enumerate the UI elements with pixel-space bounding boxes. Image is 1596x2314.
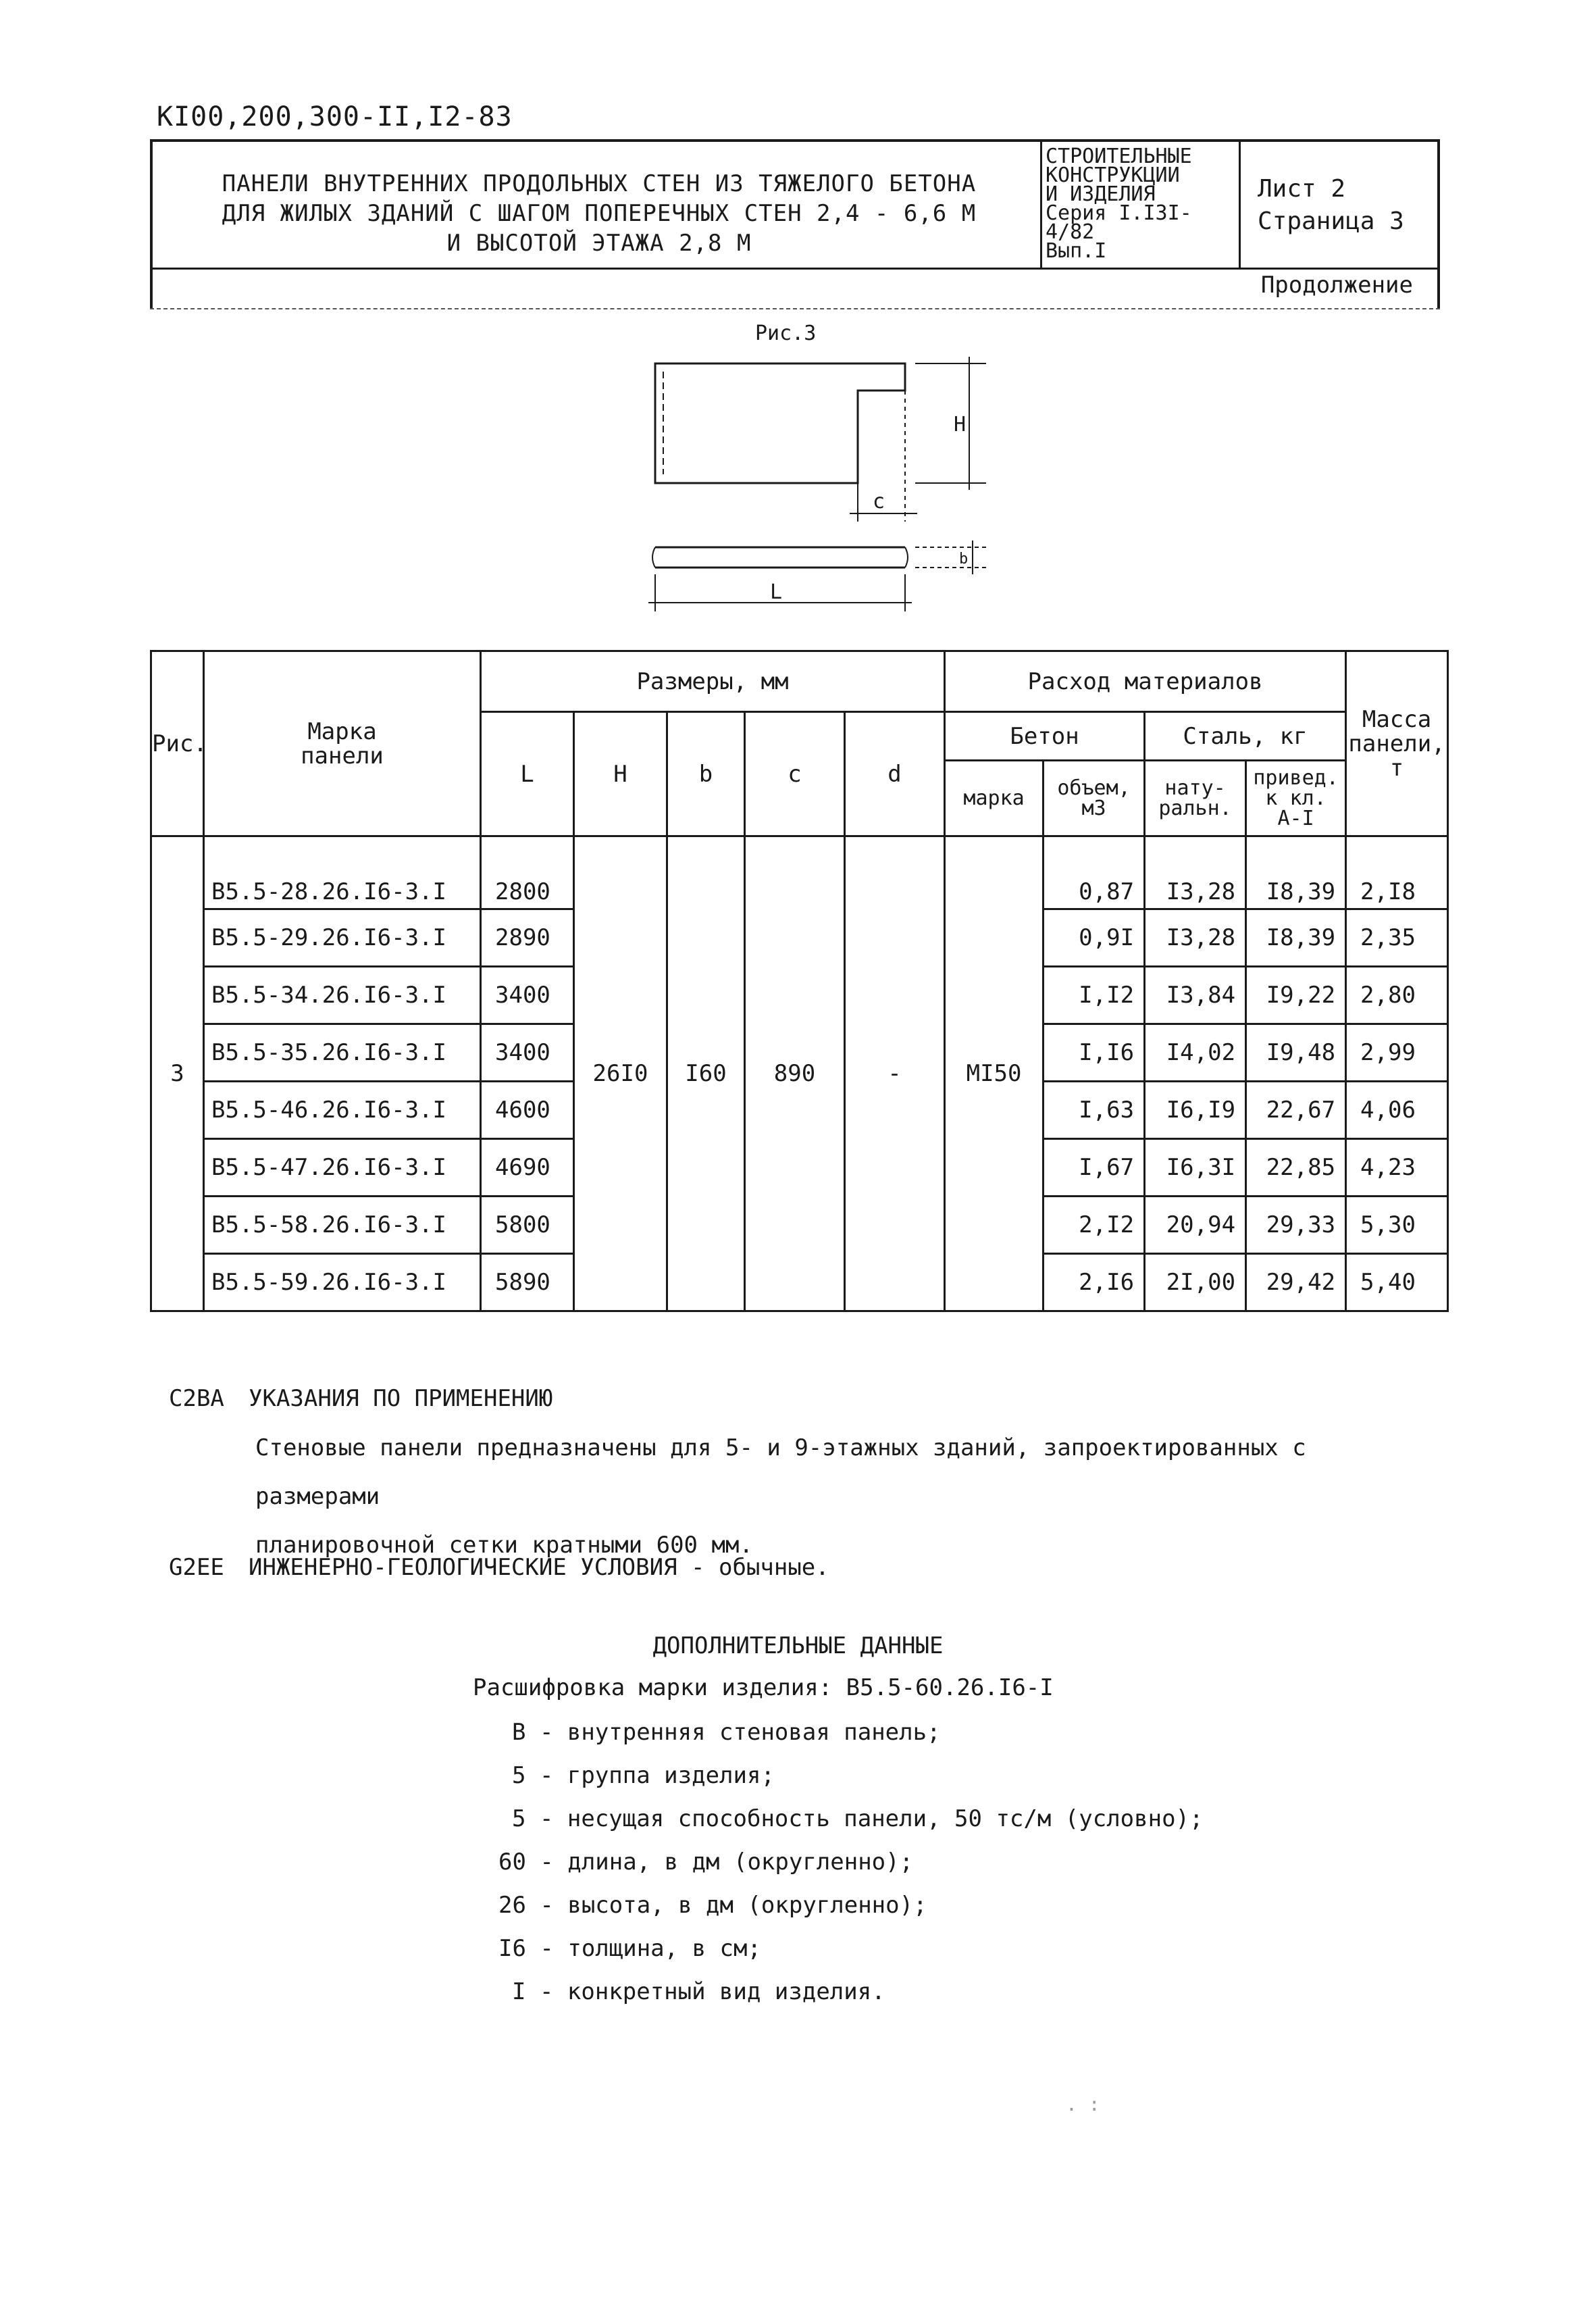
cell-volume: I,67	[1044, 1139, 1145, 1197]
cell-natural: I3,84	[1145, 967, 1246, 1024]
additional-title: ДОПОЛНИТЕЛЬНЫЕ ДАННЫЕ	[652, 1632, 944, 1659]
sheet-info	[1258, 173, 1404, 238]
cell-mass: 5,30	[1346, 1197, 1448, 1254]
col-L: L	[481, 712, 574, 836]
col-d: d	[845, 712, 945, 836]
cell-natural: 20,94	[1145, 1197, 1246, 1254]
cell-mark: В5.5-28.26.I6-3.I	[204, 836, 481, 909]
decode-item: 5 - несущая способность панели, 50 тс/м (условно);	[512, 1805, 1204, 1832]
col-natural: нату- ральн.	[1145, 761, 1246, 836]
cell-L: 3400	[481, 967, 574, 1024]
cell-reduced: I9,48	[1246, 1024, 1346, 1082]
cell-natural: 2I,00	[1145, 1254, 1246, 1311]
series-info: СТРОИТЕЛЬНЫЕ КОНСТРУКЦИИ И ИЗДЕЛИЯ Серия I.I3I-4/82 Вып.I	[1046, 145, 1192, 263]
section-code: G2EE	[169, 1554, 224, 1581]
col-group-concrete: Бетон	[945, 712, 1145, 761]
decode-item: I6 - толщина, в см;	[498, 1935, 761, 1962]
document-code: КI00,200,300-II,I2-83	[157, 101, 513, 132]
cell-reduced: 22,67	[1246, 1082, 1346, 1139]
panel-elevation-outline	[655, 363, 905, 483]
dim-L-label: L	[770, 580, 783, 604]
cell-natural: I6,3I	[1145, 1139, 1246, 1197]
cell-mass: 2,I8	[1346, 836, 1448, 909]
cell-reduced: I8,39	[1246, 909, 1346, 967]
cell-b: I60	[667, 836, 745, 1311]
cell-H: 26I0	[574, 836, 667, 1311]
cell-L: 4600	[481, 1082, 574, 1139]
col-mass: Масса панели, т	[1346, 651, 1448, 836]
table-row	[151, 836, 1448, 909]
footer-mark: . :	[1066, 2093, 1100, 2115]
cell-volume: 0,87	[1044, 836, 1145, 909]
cell-mass: 5,40	[1346, 1254, 1448, 1311]
cell-mark: В5.5-29.26.I6-3.I	[204, 909, 481, 967]
cell-L: 2800	[481, 836, 574, 909]
cell-grade: MI50	[945, 836, 1044, 1311]
cell-d: -	[845, 836, 945, 1311]
col-grade: марка	[945, 761, 1044, 836]
decode-item: В - внутренняя стеновая панель;	[512, 1719, 941, 1746]
cell-mark: В5.5-35.26.I6-3.I	[204, 1024, 481, 1082]
cell-ris: 3	[151, 836, 204, 1311]
cell-natural: I3,28	[1145, 836, 1246, 909]
decode-item: 60 - длина, в дм (округленно);	[498, 1848, 914, 1876]
section-title: УКАЗАНИЯ ПО ПРИМЕНЕНИЮ	[249, 1385, 553, 1412]
cell-volume: 0,9I	[1044, 909, 1145, 967]
decode-item: 5 - группа изделия;	[512, 1762, 775, 1789]
cell-mark: В5.5-34.26.I6-3.I	[204, 967, 481, 1024]
cell-reduced: 29,33	[1246, 1197, 1346, 1254]
cell-volume: 2,I6	[1044, 1254, 1145, 1311]
cell-L: 2890	[481, 909, 574, 967]
cell-volume: I,63	[1044, 1082, 1145, 1139]
col-group-materials: Расход материалов	[945, 651, 1346, 712]
cell-L: 4690	[481, 1139, 574, 1197]
decode-item: 26 - высота, в дм (округленно);	[498, 1892, 927, 1919]
continuation-label: Продолжение	[1260, 272, 1413, 299]
col-c: c	[745, 712, 845, 836]
cell-mark: В5.5-47.26.I6-3.I	[204, 1139, 481, 1197]
cell-L: 5800	[481, 1197, 574, 1254]
decode-item: I - конкретный вид изделия.	[512, 1978, 885, 2005]
figure-label: Рис.3	[755, 322, 817, 345]
geology-text: ИНЖЕНЕРНО-ГЕОЛОГИЧЕСКИЕ УСЛОВИЯ - обычные.	[249, 1554, 829, 1581]
section-paragraph: Стеновые панели предназначены для 5- и 9-этажных зданий, запроектированных с размерами планировочной сетки кратными 600 мм.	[255, 1434, 1306, 1559]
cell-volume: 2,I2	[1044, 1197, 1145, 1254]
sheet-number: Лист 2	[1258, 175, 1346, 203]
col-ris: Рис.	[151, 651, 204, 836]
section-code: С2ВА	[169, 1385, 224, 1412]
col-group-sizes: Размеры, мм	[481, 651, 945, 712]
cell-mark: В5.5-46.26.I6-3.I	[204, 1082, 481, 1139]
col-mark: Марка панели	[204, 651, 481, 836]
cell-mass: 2,80	[1346, 967, 1448, 1024]
dim-b-label: b	[959, 551, 969, 568]
col-H: H	[574, 712, 667, 836]
cell-mark: В5.5-59.26.I6-3.I	[204, 1254, 481, 1311]
cell-natural: I6,I9	[1145, 1082, 1246, 1139]
cell-mass: 2,99	[1346, 1024, 1448, 1082]
dim-c-label: c	[873, 490, 885, 513]
cell-reduced: I9,22	[1246, 967, 1346, 1024]
cell-volume: I,I6	[1044, 1024, 1145, 1082]
panel-section-outline	[655, 547, 905, 568]
cell-c: 890	[745, 836, 845, 1311]
document-title: ПАНЕЛИ ВНУТРЕННИХ ПРОДОЛЬНЫХ СТЕН ИЗ ТЯЖЕЛОГО БЕТОНА ДЛЯ ЖИЛЫХ ЗДАНИЙ С ШАГОМ ПОПЕРЕЧНЫХ СТЕН 2,4 - 6,6 М И ВЫСОТОЙ ЭТАЖА 2,8 М	[222, 170, 977, 257]
panel-diagram	[635, 345, 1013, 628]
cell-reduced: 29,42	[1246, 1254, 1346, 1311]
cell-reduced: 22,85	[1246, 1139, 1346, 1197]
page-number: Страница 3	[1258, 207, 1404, 235]
panel-table	[150, 650, 1447, 1296]
cell-mark: В5.5-58.26.I6-3.I	[204, 1197, 481, 1254]
cell-mass: 4,23	[1346, 1139, 1448, 1197]
col-reduced: привед. к кл. А-I	[1246, 761, 1346, 836]
col-group-steel: Сталь, кг	[1145, 712, 1346, 761]
cell-natural: I4,02	[1145, 1024, 1246, 1082]
dim-H-label: H	[954, 413, 967, 436]
cell-mass: 2,35	[1346, 909, 1448, 967]
cell-natural: I3,28	[1145, 909, 1246, 967]
header-underline	[150, 308, 1440, 309]
cell-L: 5890	[481, 1254, 574, 1311]
cell-volume: I,I2	[1044, 967, 1145, 1024]
col-b: b	[667, 712, 745, 836]
cell-mass: 4,06	[1346, 1082, 1448, 1139]
title-block	[150, 139, 1440, 308]
cell-L: 3400	[481, 1024, 574, 1082]
col-volume: объем, м3	[1044, 761, 1145, 836]
decode-title: Расшифровка марки изделия: В5.5-60.26.I6-I	[473, 1674, 1054, 1701]
cell-reduced: I8,39	[1246, 836, 1346, 909]
